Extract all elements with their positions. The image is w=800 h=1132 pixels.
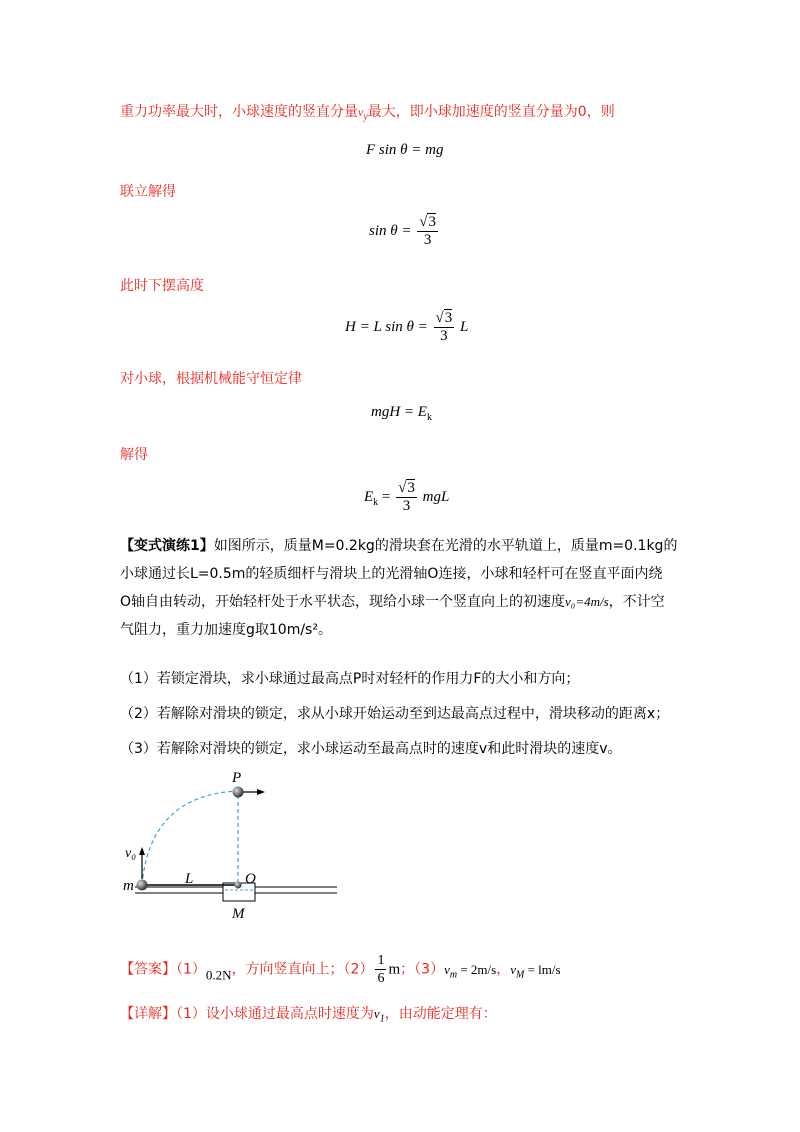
fraction: $\frac{√3}{3}$ bbox=[419, 214, 436, 248]
detail-line: 【详解】（1）设小球通过最高点时速度为$v_1$，由动能定理有： bbox=[120, 1006, 497, 1025]
physics-figure bbox=[115, 765, 345, 925]
text-line-3: 此时下摆高度 bbox=[120, 278, 204, 294]
equation-5: $E_k$ = $\frac{√3}{3}$ mgL bbox=[364, 480, 450, 514]
equation-3: H = L sin θ = $\frac{√3}{3}$ L bbox=[345, 310, 469, 344]
v0-arrowhead bbox=[139, 847, 145, 855]
equation-1: F sin θ = mg bbox=[366, 142, 444, 158]
fraction: $\frac{1}{6}$ bbox=[377, 953, 385, 986]
label-O: O bbox=[245, 871, 256, 887]
text-line-2: 联立解得 bbox=[120, 184, 176, 200]
equation-4: mgH = $E_k$ bbox=[371, 404, 432, 423]
fraction: $\frac{√3}{3}$ bbox=[435, 310, 453, 344]
answer-line: 【答案】（1）0.2N，方向竖直向上；（2） $\frac{1}{6}$ m；$(3)v_m = 2m/s$，$v_M = lm/s$ bbox=[120, 953, 561, 986]
ball-m bbox=[137, 880, 148, 891]
fraction: $\frac{√3}{3}$ bbox=[398, 480, 415, 514]
text-line-1 bbox=[120, 101, 615, 122]
text-line-5: 解得 bbox=[120, 447, 148, 463]
problem-statement: 【变式演练1】如图所示，质量M=0.2kg的滑块套在光滑的水平轨道上，质量m=0.1kg的 小球通过长L=0.5m的轻质细杆与滑块上的光滑轴O连接，小球和轻杆可在竖直平面内绕 O轴自由转动，开始轻杆处于水平状态，现给小球一个竖直向上的初速度v₀=4m/s，不计空 气阻力，重力加速度g取10m/s²。 bbox=[120, 538, 678, 638]
label-M: M bbox=[232, 906, 245, 922]
p-arrowhead bbox=[257, 789, 265, 795]
var-v: $v_y$ bbox=[358, 105, 368, 123]
text-segment: 最大，即小球加速度的竖直分量为0，则 bbox=[367, 104, 615, 120]
label-m: m bbox=[123, 878, 134, 894]
text-line-4: 对小球，根据机械能守恒定律 bbox=[120, 371, 302, 387]
label-L: L bbox=[185, 871, 194, 887]
label-P: P bbox=[232, 770, 242, 786]
text-segment: 重力功率最大时，小球速度的竖直分量 bbox=[120, 104, 358, 120]
question-2: （2）若解除对滑块的锁定，求从小球开始运动至到达最高点过程中，滑块移动的距离x； bbox=[120, 706, 670, 722]
pivot-o bbox=[235, 882, 242, 889]
equation-2: sin θ = $\frac{√3}{3}$ bbox=[369, 214, 436, 248]
label-v0: v₀ bbox=[125, 846, 137, 861]
question-1: （1）若锁定滑块，求小球通过最高点P时对轻杆的作用力F的大小和方向； bbox=[120, 671, 580, 687]
question-3: （3）若解除对滑块的锁定，求小球运动至最高点时的速度v和此时滑块的速度v。 bbox=[120, 741, 622, 757]
ball-p bbox=[233, 787, 244, 798]
